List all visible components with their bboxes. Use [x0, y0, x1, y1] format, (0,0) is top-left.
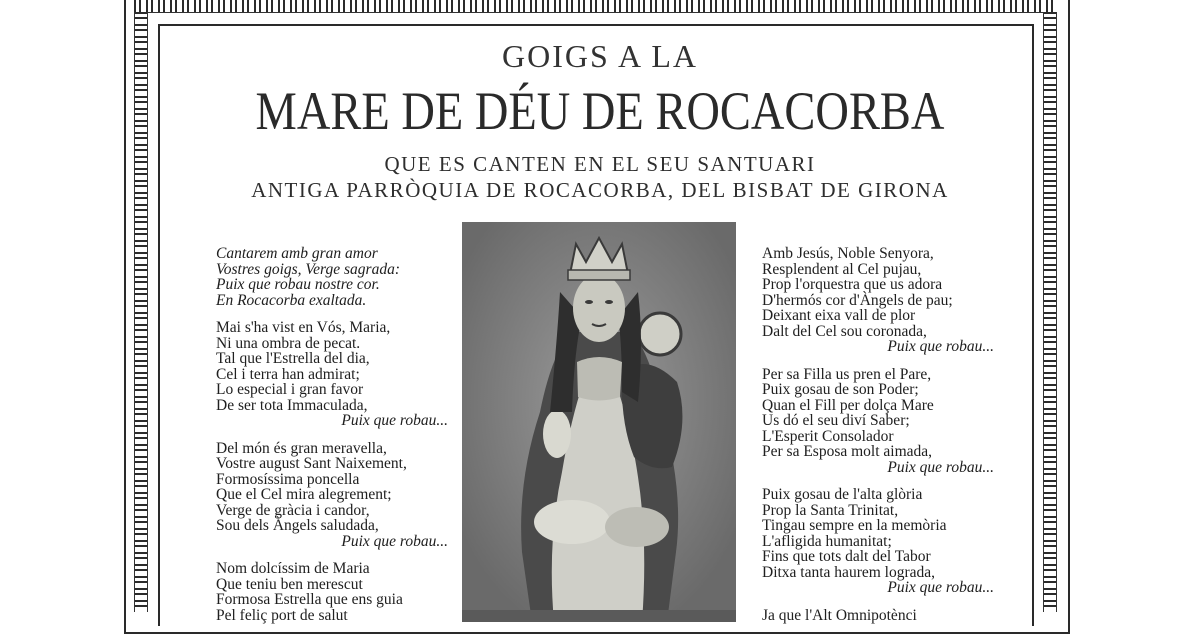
stanza — [216, 441, 448, 550]
verse-line: De ser tota Immaculada, — [216, 396, 368, 414]
chain-border-top — [134, 0, 1055, 13]
verse-line: Per sa Esposa molt aimada, — [762, 443, 933, 460]
verse-line: Formosíssima poncella — [216, 470, 360, 488]
verse-line: Mai s'ha vist en Vós, Maria, — [216, 319, 391, 336]
verse-line: Puix que robau nostre cor. — [216, 276, 380, 293]
verse-line: Sou dels Àngels saludada, — [216, 517, 379, 534]
verse-line: L'afligida humanitat; — [762, 532, 892, 550]
verse-line: Vostres goigs, Verge sagrada: — [216, 260, 400, 278]
refrain: Puix que robau... — [341, 532, 448, 550]
verse-line: Ditxa tanta haurem lograda, — [762, 563, 936, 581]
verse-line: Lo especial i gran favor — [216, 381, 364, 398]
verse-line: Del món és gran meravella, — [216, 439, 387, 457]
verse-line: Us dó el seu diví Saber; — [762, 412, 910, 429]
verse-line: Deixant eixa vall de plor — [762, 307, 916, 324]
refrain: Puix que robau... — [341, 412, 448, 429]
refrain: Puix que robau... — [887, 458, 994, 476]
verse-line: Puix gosau de l'alta glòria — [762, 486, 923, 503]
verse-line: Vostre august Sant Naixement, — [216, 455, 407, 472]
verse-line: Prop la Santa Trinitat, — [762, 501, 899, 519]
stanza — [762, 608, 994, 624]
statue-photograph — [462, 222, 736, 622]
verse-line: Prop l'orquestra que us adora — [762, 276, 943, 293]
verse-line: Cel i terra han admirat; — [216, 365, 360, 383]
subtitle-line-1: QUE ES CANTEN EN EL SEU SANTUARI — [384, 152, 816, 176]
verse-line: Resplendent al Cel pujau, — [762, 260, 922, 278]
refrain: Puix que robau... — [887, 579, 994, 596]
refrain: Puix que robau... — [887, 338, 994, 355]
verse-line: Puix gosau de son Poder; — [762, 381, 919, 398]
verse-line: D'hermós cor d'Àngels de pau; — [762, 291, 953, 309]
stanza — [216, 561, 448, 623]
left-verse-column — [216, 246, 448, 635]
intro-stanza — [216, 246, 448, 308]
stanza — [762, 246, 994, 355]
right-verse-column — [762, 246, 994, 635]
verse-line: Tingau sempre en la memòria — [762, 517, 947, 534]
verse-line: Pel feliç port de salut — [216, 606, 348, 624]
verse-line: Verge de gràcia i candor, — [216, 501, 370, 519]
verse-line: Nom dolcíssim de Maria — [216, 560, 370, 577]
verse-line: Ni una ombra de pecat. — [216, 334, 361, 352]
verse-line: Ja que l'Alt Omnipotènci — [762, 606, 917, 624]
stanza — [216, 320, 448, 429]
verse-line: Per sa Filla us pren el Pare, — [762, 365, 932, 383]
verse-line: L'Esperit Consolador — [762, 427, 894, 445]
verse-line: Amb Jesús, Noble Senyora, — [762, 245, 934, 262]
virgin-and-child-statue-icon — [462, 222, 736, 622]
verse-line: Dalt del Cel sou coronada, — [762, 322, 927, 340]
stanza — [762, 487, 994, 596]
verse-line: Tal que l'Estrella del dia, — [216, 350, 370, 367]
verse-line: Cantarem amb gran amor — [216, 245, 378, 262]
subtitle-line-2: ANTIGA PARRÒQUIA DE ROCACORBA, DEL BISBAT DE GIRONA — [251, 178, 949, 202]
verse-line: Fins que tots dalt del Tabor — [762, 548, 931, 565]
verse-line: Quan el Fill per dolça Mare — [762, 396, 934, 414]
pre-title: GOIGS A LA — [501, 38, 698, 74]
stanza — [762, 367, 994, 476]
main-title: MARE DE DÉU DE ROCACORBA — [255, 81, 945, 141]
verse-line: Que el Cel mira alegrement; — [216, 486, 392, 503]
verse-line: Que teniu ben merescut — [216, 575, 363, 593]
verse-line: En Rocacorba exaltada. — [216, 291, 367, 309]
verse-line: Formosa Estrella que ens guia — [216, 591, 403, 608]
